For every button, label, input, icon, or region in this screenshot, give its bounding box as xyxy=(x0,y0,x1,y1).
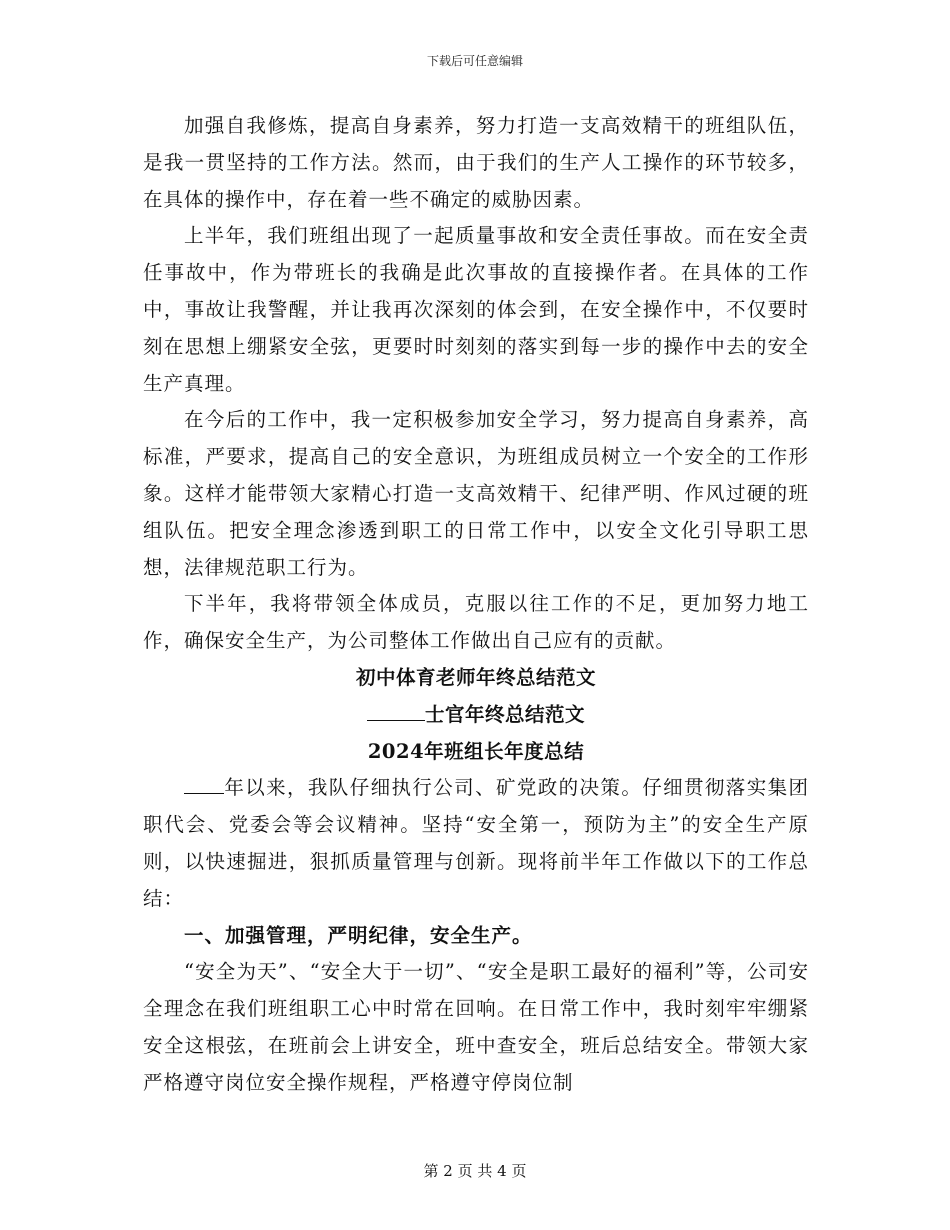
page-number: 第 2 页 共 4 页 xyxy=(423,1162,527,1180)
body-paragraph: 下半年，我将带领全体成员，克服以往工作的不足，更加努力地工作，确保安全生产，为公司整体工作做出自己应有的贡献。 xyxy=(143,592,809,653)
body-paragraph: 在今后的工作中，我一定积极参加安全学习，努力提高自身素养，高标准，严要求，提高自己的安全意识，为班组成员树立一个安全的工作形象。这样才能带领大家精心打造一支高效精干、纪律严明、作风过硬的班组队伍。把安全理念渗透到职工的日常工作中，以安全文化引导职工思想，法律规范职工行为。 xyxy=(143,408,809,579)
section-heading: 一、加强管理，严明纪律，安全生产。 xyxy=(183,923,533,947)
body-paragraph: “安全为天”、“安全大于一切”、“安全是职工最好的福利”等，公司安全理念在我们班组职工心中时常在回响。在日常工作中，我时刻牢牢绷紧安全这根弦，在班前会上讲安全，班中查安全，班后总结安全。带领大家严格遵守岗位安全操作规程，严格遵守停岗位制 xyxy=(143,960,809,1094)
blank-underline xyxy=(184,793,224,794)
page-header-note: 下载后可任意编辑 xyxy=(426,54,523,68)
document-title xyxy=(143,697,809,734)
title-text: 士官年终总结范文 xyxy=(424,702,585,726)
document-title: 2024年班组长年度总结 xyxy=(367,739,585,763)
intro-paragraph xyxy=(143,770,809,917)
body-paragraph: 上半年，我们班组出现了一起质量事故和安全责任事故。而在安全责任事故中，作为带班长的我确是此次事故的直接操作者。在具体的工作中，事故让我警醒，并让我再次深刻的体会到，在安全操作中，不仅要时刻在思想上绷紧安全弦，更要时时刻刻的落实到每一步的操作中去的安全生产真理。 xyxy=(143,224,809,395)
intro-text: 年以来，我队仔细执行公司、矿党政的决策。仔细贯彻落实集团职代会、党委会等会议精神。坚持“安全第一，预防为主”的安全生产原则，以快速掘进，狠抓质量管理与创新。现将前半年工作做以下的工作总结： xyxy=(143,776,809,910)
body-paragraph: 加强自我修炼，提高自身素养，努力打造一支高效精干的班组队伍，是我一贯坚持的工作方法。然而，由于我们的生产人工操作的环节较多，在具体的操作中，存在着一些不确定的威胁因素。 xyxy=(143,114,809,211)
document-body xyxy=(143,108,809,1102)
blank-underline xyxy=(367,720,425,721)
document-title: 初中体育老师年终总结范文 xyxy=(355,665,596,689)
